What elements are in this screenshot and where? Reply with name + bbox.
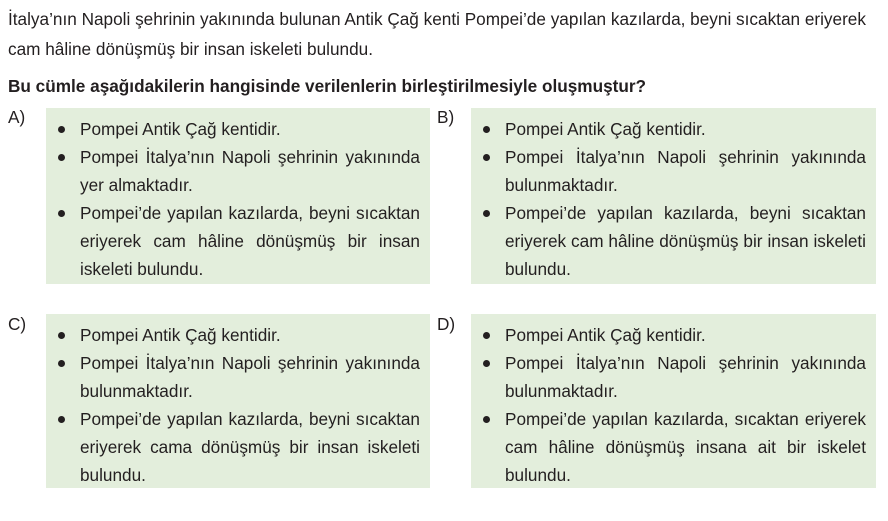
option-b-item-3 <box>471 199 866 283</box>
option-b-item-1-text: Pompei Antik Çağ kentidir. <box>505 119 706 139</box>
bullet-icon <box>58 332 65 339</box>
option-a-box[interactable] <box>46 108 430 284</box>
option-c-item-1 <box>46 321 420 349</box>
option-d-letter[interactable]: D) <box>437 314 456 334</box>
option-a-item-3 <box>46 199 420 283</box>
option-c-item-3-text: Pompei’de yapılan kazılarda, beyni sıcaktan eriyerek cama dönüşmüş bir insan iskeleti bulundu. <box>80 409 420 485</box>
option-b-item-2-text: Pompei İtalya’nın Napoli şehrinin yakınında bulunmaktadır. <box>505 147 866 195</box>
option-a-list <box>46 115 420 283</box>
option-b-letter[interactable]: B) <box>437 107 455 127</box>
bullet-icon <box>58 154 65 161</box>
option-a-item-2 <box>46 143 420 199</box>
option-b-item-3-text: Pompei’de yapılan kazılarda, beyni sıcaktan eriyerek cam hâline dönüşmüş bir insan iskeleti bulundu. <box>505 203 866 279</box>
option-d-list <box>471 321 866 489</box>
option-d-item-3 <box>471 405 866 489</box>
option-a-item-3-text: Pompei’de yapılan kazılarda, beyni sıcaktan eriyerek cam hâline dönüşmüş bir insan iskeleti bulundu. <box>80 203 420 279</box>
option-d-item-1-text: Pompei Antik Çağ kentidir. <box>505 325 706 345</box>
option-d-box[interactable] <box>471 314 876 488</box>
option-b-item-2 <box>471 143 866 199</box>
option-a-item-1-text: Pompei Antik Çağ kentidir. <box>80 119 281 139</box>
bullet-icon <box>483 210 490 217</box>
bullet-icon <box>58 416 65 423</box>
passage-text: İtalya’nın Napoli şehrinin yakınında bulunan Antik Çağ kenti Pompei’de yapılan kazılarda, beyni sıcaktan eriyerek cam hâline dönüşmüş bir insan iskeleti bulundu. <box>8 9 866 59</box>
option-b-item-1 <box>471 115 866 143</box>
bullet-icon <box>483 360 490 367</box>
option-d-item-3-text: Pompei’de yapılan kazılarda, sıcaktan eriyerek cam hâline dönüşmüş insana ait bir iskelet bulundu. <box>505 409 866 485</box>
option-c-item-2 <box>46 349 420 405</box>
bullet-icon <box>58 360 65 367</box>
option-d-item-1 <box>471 321 866 349</box>
option-b-box[interactable] <box>471 108 876 284</box>
option-c-item-3 <box>46 405 420 489</box>
option-a-item-1 <box>46 115 420 143</box>
bullet-icon <box>58 126 65 133</box>
question-text: Bu cümle aşağıdakilerin hangisinde verilenlerin birleştirilmesiyle oluşmuştur? <box>8 76 647 96</box>
option-c-list <box>46 321 420 489</box>
bullet-icon <box>58 210 65 217</box>
option-d-item-2-text: Pompei İtalya’nın Napoli şehrinin yakınında bulunmaktadır. <box>505 353 866 401</box>
option-a-letter[interactable]: A) <box>8 107 26 127</box>
option-a-item-2-text: Pompei İtalya’nın Napoli şehrinin yakınında yer almaktadır. <box>80 147 420 195</box>
option-c-letter[interactable]: C) <box>8 314 27 334</box>
option-c-item-2-text: Pompei İtalya’nın Napoli şehrinin yakınında bulunmaktadır. <box>80 353 420 401</box>
option-d-item-2 <box>471 349 866 405</box>
option-b-list <box>471 115 866 283</box>
bullet-icon <box>483 154 490 161</box>
option-c-item-1-text: Pompei Antik Çağ kentidir. <box>80 325 281 345</box>
bullet-icon <box>483 332 490 339</box>
bullet-icon <box>483 416 490 423</box>
option-c-box[interactable] <box>46 314 430 488</box>
bullet-icon <box>483 126 490 133</box>
